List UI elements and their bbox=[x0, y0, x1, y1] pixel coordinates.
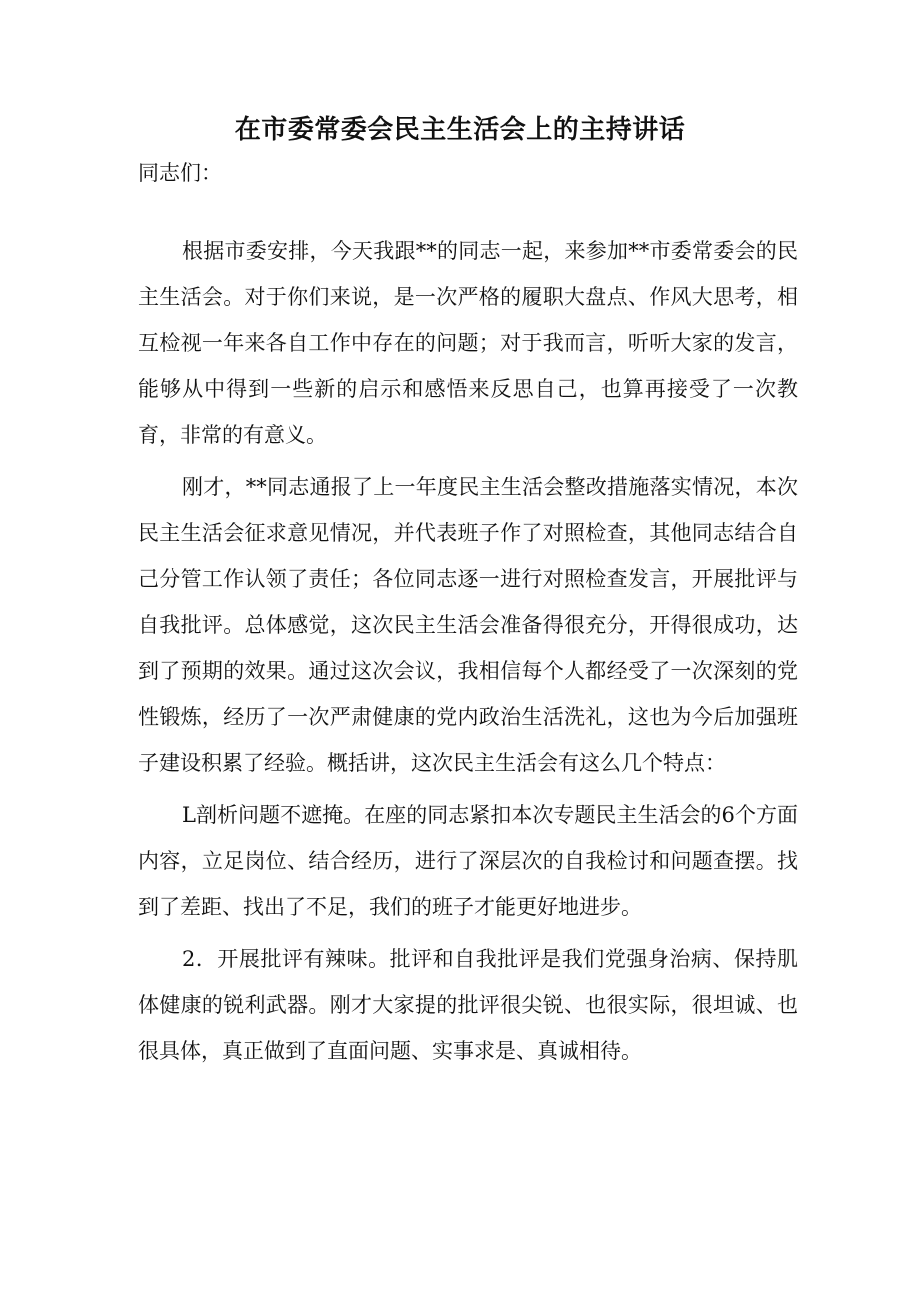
document-body bbox=[138, 228, 798, 1080]
salutation: 同志们： bbox=[138, 161, 222, 185]
paragraph-intro: 根据市委安排，今天我跟**的同志一起，来参加**市委常委会的民主生活会。对于你们来说，是一次严格的履职大盘点、作风大思考，相互检视一年来各自工作中存在的问题；对于我而言，听听大家的发言，能够从中得到一些新的启示和感悟来反思自己，也算再接受了一次教育，非常的有意义。 bbox=[138, 239, 798, 447]
document-title: 在市委常委会民主生活会上的主持讲话 bbox=[234, 115, 686, 145]
paragraph-summary: 刚才，**同志通报了上一年度民主生活会整改措施落实情况，本次民主生活会征求意见情况，并代表班子作了对照检查，其他同志结合自己分管工作认领了责任；各位同志逐一进行对照检查发言，开展批评与自我批评。总体感觉，这次民主生活会准备得很充分，开得很成功，达到了预期的效果。通过这次会议，我相信每个人都经受了一次深刻的党性锻炼，经历了一次严肃健康的党内政治生活洗礼，这也为今后加强班子建设积累了经验。概括讲，这次民主生活会有这么几个特点： bbox=[138, 475, 798, 775]
paragraph-point-1: L剖析问题不遮掩。在座的同志紧扣本次专题民主生活会的6个方面内容，立足岗位、结合经历，进行了深层次的自我检讨和问题查摆。找到了差距、找出了不足，我们的班子才能更好地进步。 bbox=[138, 803, 798, 919]
paragraph-point-2: 2．开展批评有辣味。批评和自我批评是我们党强身治病、保持肌体健康的锐利武器。刚才大家提的批评很尖锐、也很实际，很坦诚、也很具体，真正做到了直面问题、实事求是、真诚相待。 bbox=[138, 947, 798, 1063]
